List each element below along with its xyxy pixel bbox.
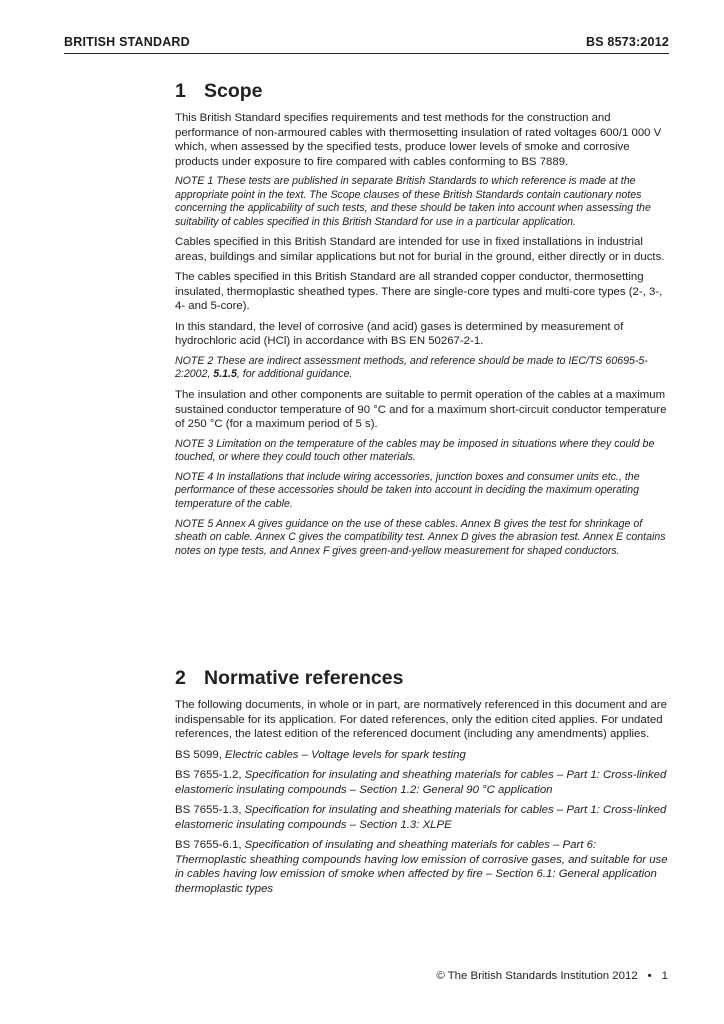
reference-code: BS 7655-6.1, [175,839,242,851]
scope-paragraph-2: Cables specified in this British Standard are intended for use in fixed installations in industrial areas, buildings and similar applications but not for burial in the ground, either directly or in ducts. [175,236,665,263]
footer-copyright: © The British Standards Institution 2012 [436,970,638,982]
reference-item [175,748,669,763]
scope-note-5: NOTE 5 Annex A gives guidance on the use of these cables. Annex B gives the test for shrinkage of sheath on cable. Annex C gives the compatibility test. Annex D gives the abrasion test. Annex E contains notes on type tests, and Annex F gives green-and-yellow measurement for shaped conductors. [175,517,666,557]
reference-code: BS 5099, [175,748,222,761]
header-publisher: BRITISH STANDARD [64,35,190,49]
section-2-number: 2 [175,667,186,689]
section-2-title: Normative references [204,667,404,689]
reference-code: BS 7655-1.3, [175,804,242,816]
footer-separator: • [647,970,652,982]
reference-title: Electric cables – Voltage levels for spark testing [225,748,466,761]
scope-paragraph-1: This British Standard specifies requirements and test methods for the construction and performance of non-armoured cables with thermosetting insulation of rated voltages 600/1 000 V which, when assessed by the specified tests, produce lower levels of smoke and corrosive products under exposure to fire compared with cables conforming to BS 7889. [175,112,662,168]
section-2-heading [175,667,403,690]
scope-note-2-clause: 5.1.5 [213,368,237,381]
scope-paragraph-5: The insulation and other components are suitable to permit operation of the cables at a maximum sustained conductor temperature of 90 °C and for a maximum short-circuit conductor temperature of 250 °C (for a maximum period of 5 s). [175,389,667,431]
normative-intro-paragraph: The following documents, in whole or in part, are normatively referenced in this document and are indispensable for its application. For dated references, only the edition cited applies. For undated references, the latest edition of the referenced document (including any amendments) applies. [175,699,667,740]
scope-note-2 [175,355,669,382]
reference-title: Specification for insulating and sheathing materials for cables – Part 1: Cross-linked elastomeric insulating compounds – Section 1.2: General 90 °C application [175,769,667,796]
scope-note-3: NOTE 3 Limitation on the temperature of the cables may be imposed in situations where they could be touched, or where they could touch other materials. [175,437,655,464]
reference-item [175,803,669,832]
reference-item [175,838,669,896]
reference-item [175,768,669,797]
page-footer [436,970,668,982]
reference-title: Specification of insulating and sheathing materials for cables – Part 6: Thermoplastic sheathing compounds having low emission of corrosive gases, and suitable for use in cables having low emission of smoke when affected by fire – Section 6.1: General application thermoplastic types [175,839,668,895]
scope-paragraph-3: The cables specified in this British Standard are all stranded copper conductor, thermosetting insulated, thermoplastic sheathed types. There are single-core types and multi-core types (2-, 3-, 4- and 5-core). [175,271,663,313]
reference-title: Specification for insulating and sheathing materials for cables – Part 1: Cross-linked elastomeric insulating compounds – Section 1.3: XLPE [175,804,667,831]
page-header [64,33,669,54]
scope-note-2-text: NOTE 2 These are indirect assessment methods, and reference should be made to IEC/TS 60695-5-2:2002, [175,354,648,381]
scope-note-1: NOTE 1 These tests are published in separate British Standards to which reference is made at the appropriate point in the text. The Scope clauses of these British Standards contain cautionary notes concerning the applicability of such tests, and these should be taken into account when assessing the suitability of cables specified in this British Standard for use in a particular application. [175,175,651,228]
reference-code: BS 7655-1.2, [175,769,242,781]
section-1-body [175,111,669,564]
section-1-number: 1 [175,80,186,102]
section-1-title: Scope [204,80,263,102]
header-standard-number: BS 8573:2012 [585,35,669,49]
scope-note-2-tail: , for additional guidance. [236,368,353,381]
section-1-heading [175,80,263,103]
page-number: 1 [661,970,668,982]
scope-note-4: NOTE 4 In installations that include wiring accessories, junction boxes and consumer units etc., the performance of these accessories should be taken into account in deciding the maximum operating temperature of the cable. [175,470,640,510]
section-2-body [175,698,669,902]
scope-paragraph-4: In this standard, the level of corrosive (and acid) gases is determined by measurement of hydrochloric acid (HCl) in accordance with BS EN 50267-2-1. [175,320,624,348]
